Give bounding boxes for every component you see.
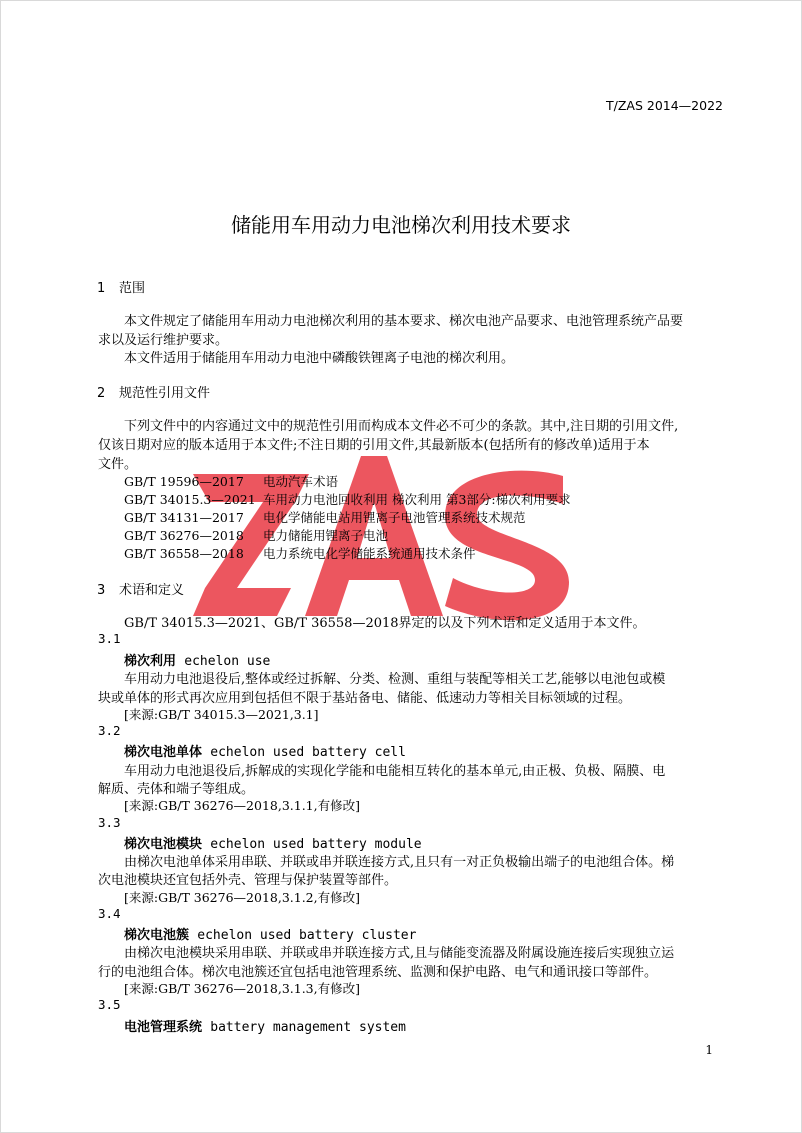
section-number: 1 [97,281,106,296]
term-heading [124,741,406,760]
section-title: 术语和定义 [119,583,185,598]
reference-item [124,544,476,562]
term-source: [来源:GB/T 34015.3—2021,3.1] [124,707,319,722]
reference-title: 车用动力电池回收利用 梯次利用 第3部分:梯次利用要求 [263,492,571,507]
term-en: echelon used battery cell [210,745,406,760]
definition-line: 行的电池组合体。梯次电池簇还宜包括电池管理系统、监测和保护电路、电气和通讯接口等部件。 [98,965,658,980]
term-heading [124,924,416,943]
reference-code: GB/T 34015.3—2021 [124,492,256,507]
reference-title: 电动汽车术语 [263,474,339,489]
term-number: 3.1 [98,631,121,646]
section-1-heading [97,277,145,296]
section-title: 规范性引用文件 [119,386,211,401]
term-source: [来源:GB/T 36276—2018,3.1.2,有修改] [124,890,360,905]
section-2-heading [97,382,210,401]
standard-number: T/ZAS 2014—2022 [606,98,723,113]
term-zh: 梯次电池模块 [124,837,203,852]
term-number: 3.5 [98,997,121,1012]
reference-title: 电化学储能电站用锂离子电池管理系统技术规范 [263,510,526,525]
term-en: battery management system [210,1020,406,1035]
page-number: 1 [705,1043,713,1057]
term-zh: 电池管理系统 [124,1020,203,1035]
paragraph-line: 下列文件中的内容通过文中的规范性引用而构成本文件必不可少的条款。其中,注日期的引用文件, [124,419,679,434]
section-number: 3 [97,583,106,598]
reference-code: GB/T 36276—2018 [124,528,244,543]
definition-line: 次电池模块还宜包括外壳、管理与保护装置等部件。 [98,873,398,888]
definition-line: 由梯次电池模块采用串联、并联或串并联连接方式,且与储能变流器及附属设施连接后实现独立运 [124,946,675,961]
definition-line: 由梯次电池单体采用串联、并联或串并联连接方式,且只有一对正负极输出端子的电池组合体。梯 [124,855,675,870]
reference-item [124,490,571,508]
reference-title: 电力系统电化学储能系统通用技术条件 [263,546,476,561]
reference-code: GB/T 34131—2017 [124,510,244,525]
term-zh: 梯次利用 [124,654,177,669]
section-3-heading [97,579,184,598]
term-number: 3.2 [98,723,121,738]
reference-item [124,508,526,526]
term-zh: 梯次电池簇 [124,928,190,943]
paragraph-line: 求以及运行维护要求。 [98,333,229,348]
definition-line: 解质、壳体和端子等组成。 [98,782,255,797]
term-en: echelon use [184,654,271,669]
reference-title: 电力储能用锂离子电池 [263,528,389,543]
paragraph-line: 本文件规定了储能用车用动力电池梯次利用的基本要求、梯次电池产品要求、电池管理系统产品要 [124,314,684,329]
reference-item [124,472,338,490]
section-number: 2 [97,386,106,401]
definition-line: 车用动力电池退役后,拆解成的实现化学能和电能相互转化的基本单元,由正极、负极、隔膜、电 [124,764,666,779]
paragraph-line: GB/T 34015.3—2021、GB/T 36558—2018界定的以及下列术语和定义适用于本文件。 [124,616,646,631]
paragraph-line: 文件。 [98,457,138,472]
section-title: 范围 [119,281,146,296]
document-title: 储能用车用动力电池梯次利用技术要求 [231,213,571,237]
term-source: [来源:GB/T 36276—2018,3.1.1,有修改] [124,798,360,813]
term-number: 3.3 [98,815,121,830]
paragraph-line: 本文件适用于储能用车用动力电池中磷酸铁锂离子电池的梯次利用。 [124,351,515,366]
term-heading [124,1016,406,1035]
term-en: echelon used battery cluster [197,928,417,943]
term-source: [来源:GB/T 36276—2018,3.1.3,有修改] [124,981,360,996]
paragraph-line: 仅该日期对应的版本适用于本文件;不注日期的引用文件,其最新版本(包括所有的修改单)适用于本 [98,438,650,453]
definition-line: 块或单体的形式再次应用到包括但不限于基站备电、储能、低速动力等相关目标领域的过程。 [98,691,632,706]
term-zh: 梯次电池单体 [124,745,203,760]
term-heading [124,650,270,669]
term-heading [124,833,422,852]
reference-item [124,526,388,544]
reference-code: GB/T 36558—2018 [124,546,244,561]
definition-line: 车用动力电池退役后,整体或经过拆解、分类、检测、重组与装配等相关工艺,能够以电池包或模 [124,672,666,687]
reference-code: GB/T 19596—2017 [124,474,244,489]
term-number: 3.4 [98,906,121,921]
term-en: echelon used battery module [210,837,422,852]
